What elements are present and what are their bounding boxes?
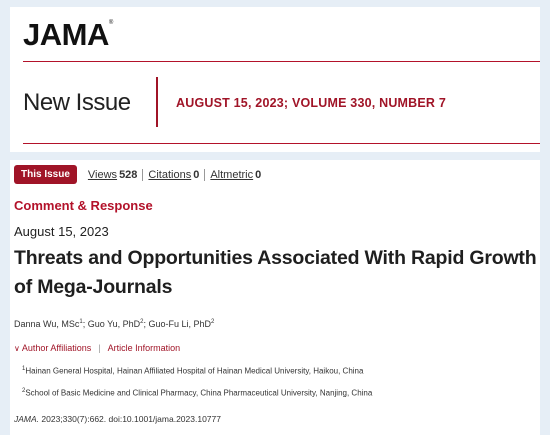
vertical-divider <box>156 77 158 127</box>
header-divider-bottom <box>23 143 540 144</box>
author-name[interactable]: Guo-Fu Li, PhD <box>148 319 211 329</box>
citations-value: 0 <box>193 168 200 181</box>
article-links <box>14 343 180 353</box>
author-name[interactable]: Danna Wu, MSc <box>14 319 80 329</box>
publication-date: August 15, 2023 <box>14 224 109 239</box>
this-issue-badge[interactable]: This Issue <box>14 165 77 184</box>
affiliation-item: $^1$Hainan General Hospital, Hainan Affiliated Hospital of Hainan Medical University, Haikou, China <box>22 366 364 376</box>
citations-metric[interactable] <box>143 169 205 181</box>
article-metrics <box>14 165 266 184</box>
section-title: New Issue <box>23 89 131 116</box>
article-citation: JAMA. 2023;330(7):662. doi:10.1001/jama.2023.10777 <box>14 414 221 424</box>
affiliation-item: $^2$School of Basic Medicine and Clinical Pharmacy, China Pharmaceutical University, Nanjing, China <box>22 388 373 398</box>
views-value: 528 <box>119 168 138 181</box>
link-separator: | <box>98 343 101 353</box>
article-title: Threats and Opportunities Associated With Rapid Growth of Mega-Journals <box>14 247 537 298</box>
author-affiliations-link[interactable]: Author Affiliations <box>21 343 92 353</box>
chevron-down-icon: ∨ <box>14 343 20 353</box>
altmetric-label: Altmetric <box>210 168 254 181</box>
author-list: Danna Wu, MSc$^1$; Guo Yu, PhD$^2$; Guo-Fu Li, PhD$^2$ <box>14 319 215 329</box>
views-label: Views <box>87 168 118 181</box>
author-name[interactable]: Guo Yu, PhD <box>87 319 141 329</box>
article-panel <box>10 160 540 435</box>
altmetric-metric[interactable] <box>205 169 266 181</box>
altmetric-value: 0 <box>255 168 262 181</box>
citations-label: Citations <box>148 168 192 181</box>
views-metric[interactable] <box>83 169 144 181</box>
header-divider-top <box>23 61 540 62</box>
article-information-link[interactable]: Article Information <box>107 343 181 353</box>
issue-info[interactable]: AUGUST 15, 2023; VOLUME 330, NUMBER 7 <box>176 96 446 110</box>
jama-logo[interactable]: JAMA® <box>23 17 113 52</box>
issue-header-panel <box>10 7 540 152</box>
article-category[interactable]: Comment & Response <box>14 198 153 213</box>
